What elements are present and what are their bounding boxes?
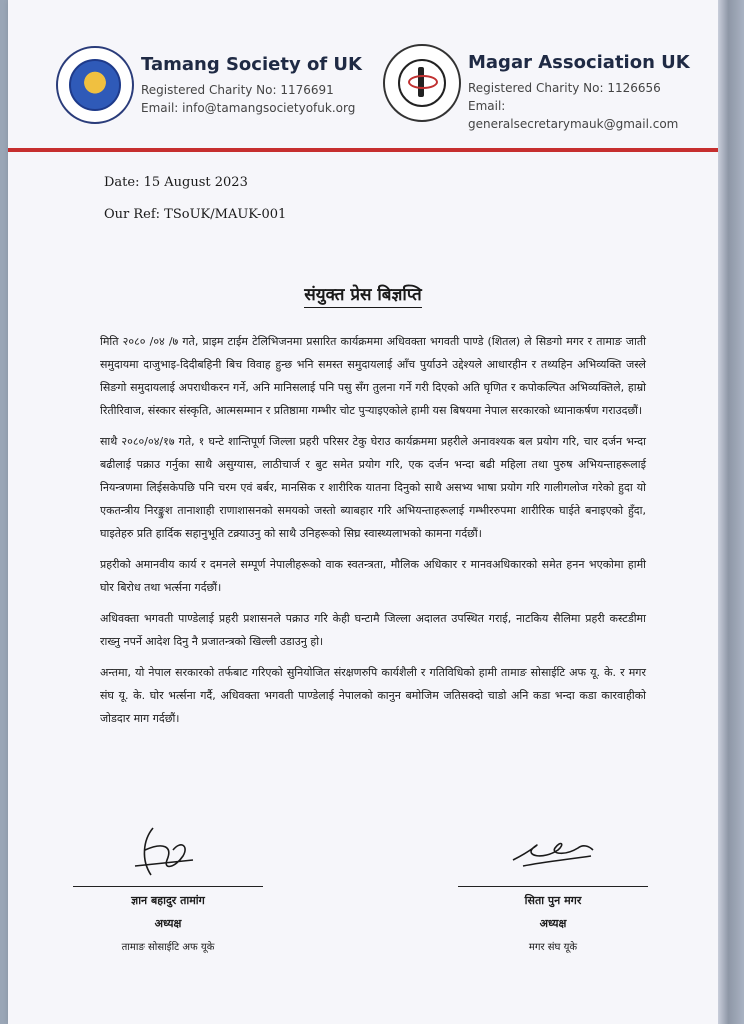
magar-email: Email: generalsecretarymauk@gmail.com [468,99,679,131]
tamang-society-logo [56,46,134,124]
letter-date: Date: 15 August 2023 [104,175,248,190]
tamang-email: Email: info@tamangsocietyofuk.org [141,101,356,115]
magar-association-name: Magar Association UK [468,52,690,73]
signatory-name: सिता पुन मगर [524,894,582,907]
paragraph: अन्तमा, यो नेपाल सरकारको तर्फबाट गरिएको सुनियोजित संरक्षणरुपि कार्यशैली र गतिविधिको हामी तामाङ सोसाईटि अफ यू. के. र मगर संघ यू. के. घोर भर्त्सना गर्दै, अधिवक्ता भगवती पाण्डेलाई नेपालको कानुन बमोजिम जतिसक्दो चाडो अनि कडा भन्दा कडा कारवाहीको जोडदार माग गर्दछौं। [100,666,646,725]
paragraph: प्रहरीको अमानवीय कार्य र दमनले सम्पूर्ण नेपालीहरूको वाक स्वतन्त्रता, मौलिक अधिकार र मानवअधिकारको समेत हनन भएकोमा हामी घोर बिरोध तथा भर्त्सना गर्दछौं। [100,558,646,594]
signatory-org: मगर संघ यूके [528,942,578,953]
paragraph: मिति २०८० /०४ /७ गते, प्राइम टाईम टेलिभिजनमा प्रसारित कार्यक्रममा अधिवक्ता भगवती पाण्डे (शितल) ले सिङगो मगर र तामाङ जाती समुदायमा दाजुभाइ-दिदीबहिनी बिच विवाह हुन्छ भनि समस्त समुदायलाई आँच पुर्याउने उद्देश्यले आधारहीन र तथ्यहिन अभिव्यक्ति जस्ले सिङगो समुदायलाई अपराधीकरन गर्ने, अनि मानिसलाई पनि पसु सँग तुलना गर्ने गरी दिएको अति घृणित र कपोकल्पित अभिव्यक्तिले, हाम्रो रितीरिवाज, संस्कार संस्कृति, आत्मसम्मान र प्रतिष्ठामा गम्भीर चोट पुऱ्याइएकोले हामी यस बिषयमा नेपाल सरकारको ध्यानाकर्षण गराउदछौं। [100,335,646,417]
press-release-title [8,282,718,305]
signatory-org: तामाङ सोसाईटि अफ यूके [121,942,215,953]
signature-block-magar [453,820,653,953]
paragraph: अधिवक्ता भगवती पाण्डेलाई प्रहरी प्रशासनले पक्राउ गरि केही घन्टामै जिल्ला अदालत उपस्थित गराई, नाटकिय सैलिमा प्रहरी कस्टडीमा राख्नु नपर्ने आदेश दिनु नै प्रजातन्त्रको खिल्ली उडाउनु हो। [100,612,646,648]
buddha-emblem-icon [69,59,121,111]
signature-line [458,886,648,887]
signature-image [68,820,268,882]
letter-page [8,0,718,1024]
signatory-title: अध्यक्ष [539,917,567,930]
signature-block-tamang [68,820,268,953]
signatory-title: अध्यक्ष [154,917,182,930]
letter-reference: Our Ref: TSoUK/MAUK-001 [104,207,287,222]
signature-line [73,886,263,887]
magar-association-details [468,52,718,133]
letter-body [100,330,646,738]
paragraph: साथै २०८०/०४/१७ गते, १ घन्टे शान्तिपूर्ण जिल्ला प्रहरी परिसर टेकु घेराउ कार्यक्रममा प्रहरीले अनावश्यक बल प्रयोग गरि, चार दर्जन भन्दा बढीलाई पक्राउ गर्नुका साथै असुग्यास, लाठीचार्ज र बुट समेत प्रयोग गरि, एक दर्जन भन्दा बढी महिला तथा पुरुष अभियन्ताहरूलाई नियन्त्रणमा लिईसकेपछि पनि चरम एवं बर्बर, मानसिक र शारीरिक यातना दिनुको साथै असभ्य भाषा प्रयोग गरि गालीगलोज गरेको हुदा यो एकतन्त्रीय निरङ्कुश तानाशाही राणाशासनको समयको जस्तो ब्याबहार गरि अभियन्ताहरूलाई गम्भीररुपमा शारीरिक घाईते बनाइएको हुँदा, घाइतेहरु प्रति हार्दिक सहानुभूति टक्र्याउनु को साथै उनिहरूको सिघ्र स्वास्थ्यलाभको कामना गर्दछौं। [100,435,646,540]
magar-charity-number: Registered Charity No: 1126656 [468,81,661,95]
signatory-name: ज्ञान बहादुर तामांग [131,894,205,907]
title-text: संयुक्त प्रेस बिज्ञप्ति [304,285,422,308]
tamang-charity-number: Registered Charity No: 1176691 [141,83,334,97]
tamang-society-details [141,54,362,117]
signature-image [453,820,653,882]
magar-association-logo [383,44,461,122]
tamang-society-name: Tamang Society of UK [141,54,362,75]
letterhead [8,0,718,150]
page-shadow-edge [718,0,744,1024]
khukuri-emblem-icon [398,59,446,107]
letterhead-divider [8,148,718,152]
